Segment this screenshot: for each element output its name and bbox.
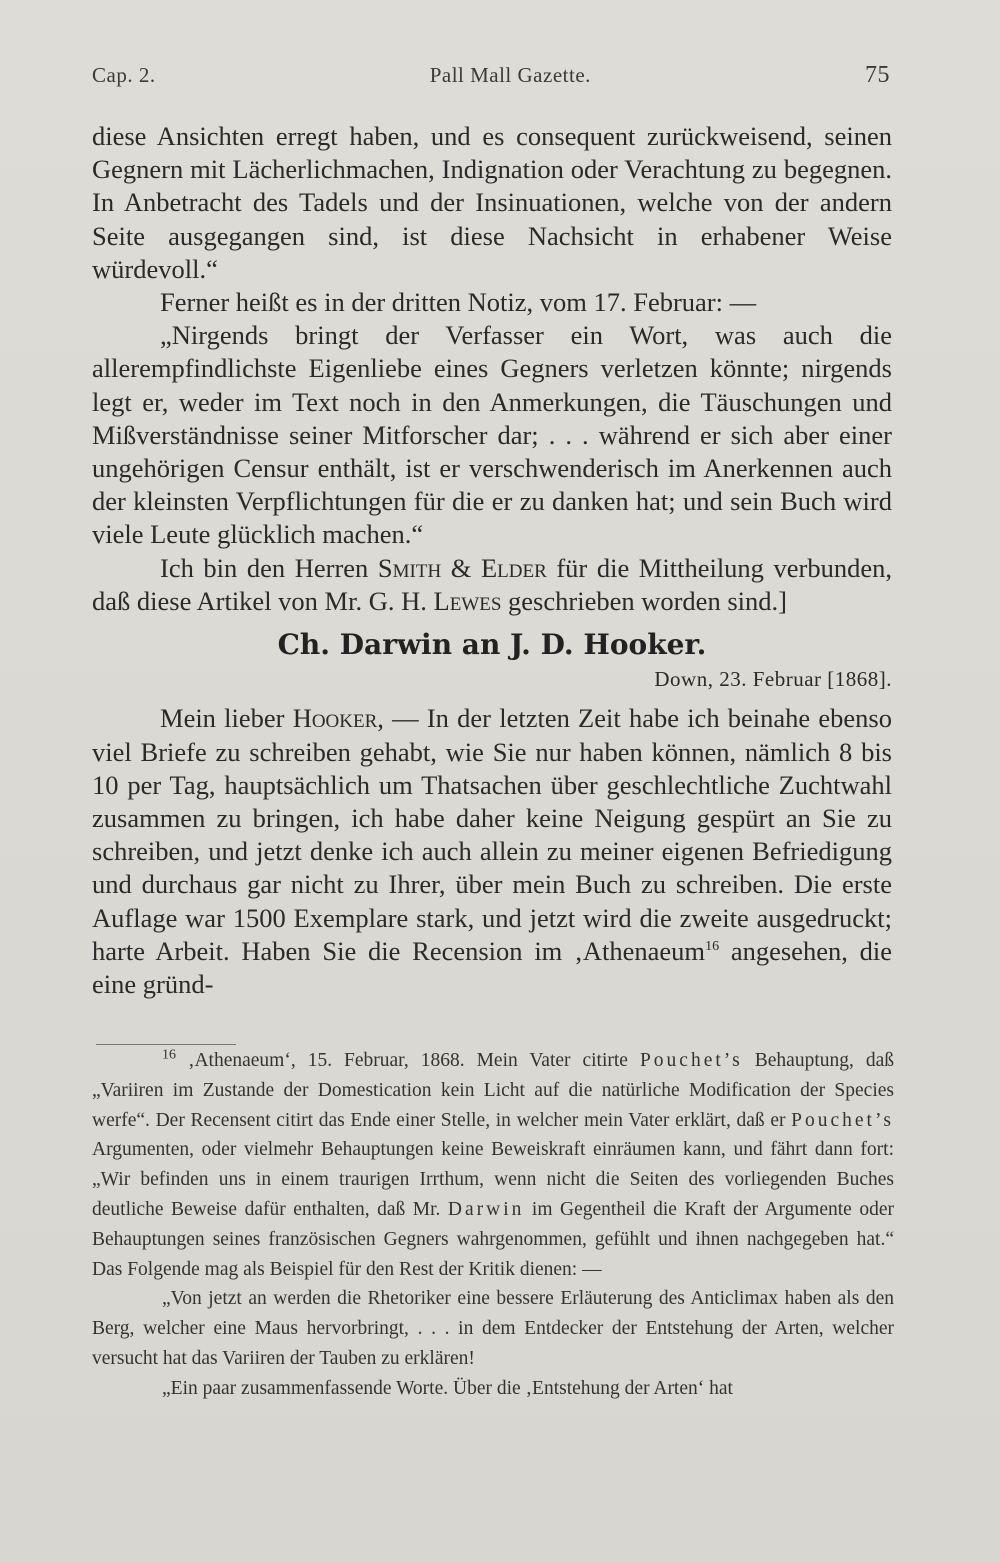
name-darwin: Darwin — [447, 1198, 525, 1220]
text-run: Behauptung, daß „Variiren im Zustande der Domestication kein Licht auf die natürliche Modification der Species werfe“. Der Recensent citirt das Ende einer Stelle, in welcher mein Vater erklärt, daß er — [92, 1050, 894, 1131]
paragraph-4 — [92, 552, 892, 618]
footnote-reference: 16 — [705, 939, 720, 955]
footnote-16 — [92, 1046, 894, 1284]
running-head — [92, 62, 890, 89]
body-text — [92, 120, 892, 1001]
text-run: angesehen, die eine gründ- — [92, 935, 892, 1000]
chapter-label: Cap. 2. — [92, 63, 156, 87]
name-pouchet: Pouchet’s — [639, 1050, 743, 1071]
text-run: Ich bin den Herren — [160, 552, 378, 583]
name-pouchet: Pouchet’s — [791, 1109, 894, 1131]
text-run: im Gegentheil die Kraft der Argumente oder Behauptungen seines französischen Gegners wahrgenommen, gefühlt und ihnen nachgegeben hat.“ Das Folgende mag als Beispiel für den Rest der Kritik dienen: — — [92, 1198, 894, 1280]
text-run: für die Mittheilung verbunden, daß diese Artikel von Mr. G. H. — [92, 552, 892, 616]
text-run: geschrieben worden sind.] — [501, 585, 787, 616]
footnote-block — [92, 1046, 894, 1404]
footnote-number: 16 — [162, 1047, 176, 1063]
paragraph-2: Ferner heißt es in der dritten Notiz, vom 17. Februar: — — [160, 287, 757, 318]
name-hooker: Hooker — [292, 703, 378, 734]
text-run: & — [441, 552, 481, 583]
paragraph-3-quote: „Nirgends bringt der Verfasser ein Wort, was auch die allerempfindlichste Eigenliebe eines Gegners verletzen könnte; nirgends legt er, weder im Text noch in den Anmerkungen, die Täuschungen und Mißverständnisse seiner Mitforscher dar; . . . während er sich aber einer ungehörigen Censur enthält, ist er verschwenderisch im Anerkennen auch der kleinsten Verpflichtungen für die er zu danken hat; und sein Buch wird viele Leute glücklich machen.“ — [92, 320, 892, 550]
name-elder: Elder — [480, 552, 547, 583]
text-run: Mein lieber — [160, 703, 293, 734]
footnote-divider — [96, 1044, 236, 1045]
footnote-quote-1: „Von jetzt an werden die Rhetoriker eine bessere Erläuterung des Anticlimax haben als den Berg, welcher eine Maus hervorbringt, . . . in dem Entdecker der Entstehung der Arten, welcher versucht hat das Variiren der Tauben zu erklären! — [92, 1288, 894, 1369]
text-run: ‚Athenaeum‘, 15. Februar, 1868. Mein Vater citirte — [176, 1050, 640, 1071]
text-run: Argumenten, oder vielmehr Behauptungen keine Beweiskraft einräumen kann, und fährt dann fort: „Wir befinden uns in einem traurigen Irrthum, wenn nicht die Seiten des vorliegenden Buches deutliche Beweise dafür enthalten, daß Mr. — [92, 1139, 894, 1220]
name-smith: Smith — [377, 552, 442, 583]
letter-body — [92, 702, 892, 1001]
page-number: 75 — [865, 62, 890, 88]
name-lewes: Lewes — [433, 585, 502, 616]
running-title: Pall Mall Gazette. — [429, 63, 591, 87]
letter-heading: Ch. Darwin an J. D. Hooker. — [277, 628, 707, 662]
paragraph-1: diese Ansichten erregt haben, und es consequent zurückweisend, seinen Gegnern mit Lächerlichmachen, Indignation oder Verachtung zu begegnen. In Anbetracht des Tadels und der Insinuationen, welche von der andern Seite ausgegangen sind, ist diese Nachsicht in erhabener Weise würdevoll.“ — [92, 121, 892, 284]
footnote-quote-2: „Ein paar zusammenfassende Worte. Über die ‚Entstehung der Arten‘ hat — [162, 1377, 733, 1399]
text-run: , — In der letzten Zeit habe ich beinahe ebenso viel Briefe zu schreiben gehabt, wie Sie nur haben können, nämlich 8 bis 10 per Tag, hauptsächlich um Thatsachen über geschlechtliche Zuchtwahl zusammen zu bringen, ich habe daher keine Neigung gespürt an Sie zu schreiben, und jetzt denke ich auch allein zu meiner eigenen Befriedigung und durchaus gar nicht zu Ihrer, über mein Buch zu schreiben. Die erste Auflage war 1500 Exemplare stark, und jetzt wird die zweite ausgedruckt; harte Arbeit. Haben Sie die Recension im ‚Athenaeum — [92, 703, 892, 966]
letter-dateline: Down, 23. Februar [1868]. — [654, 667, 892, 692]
